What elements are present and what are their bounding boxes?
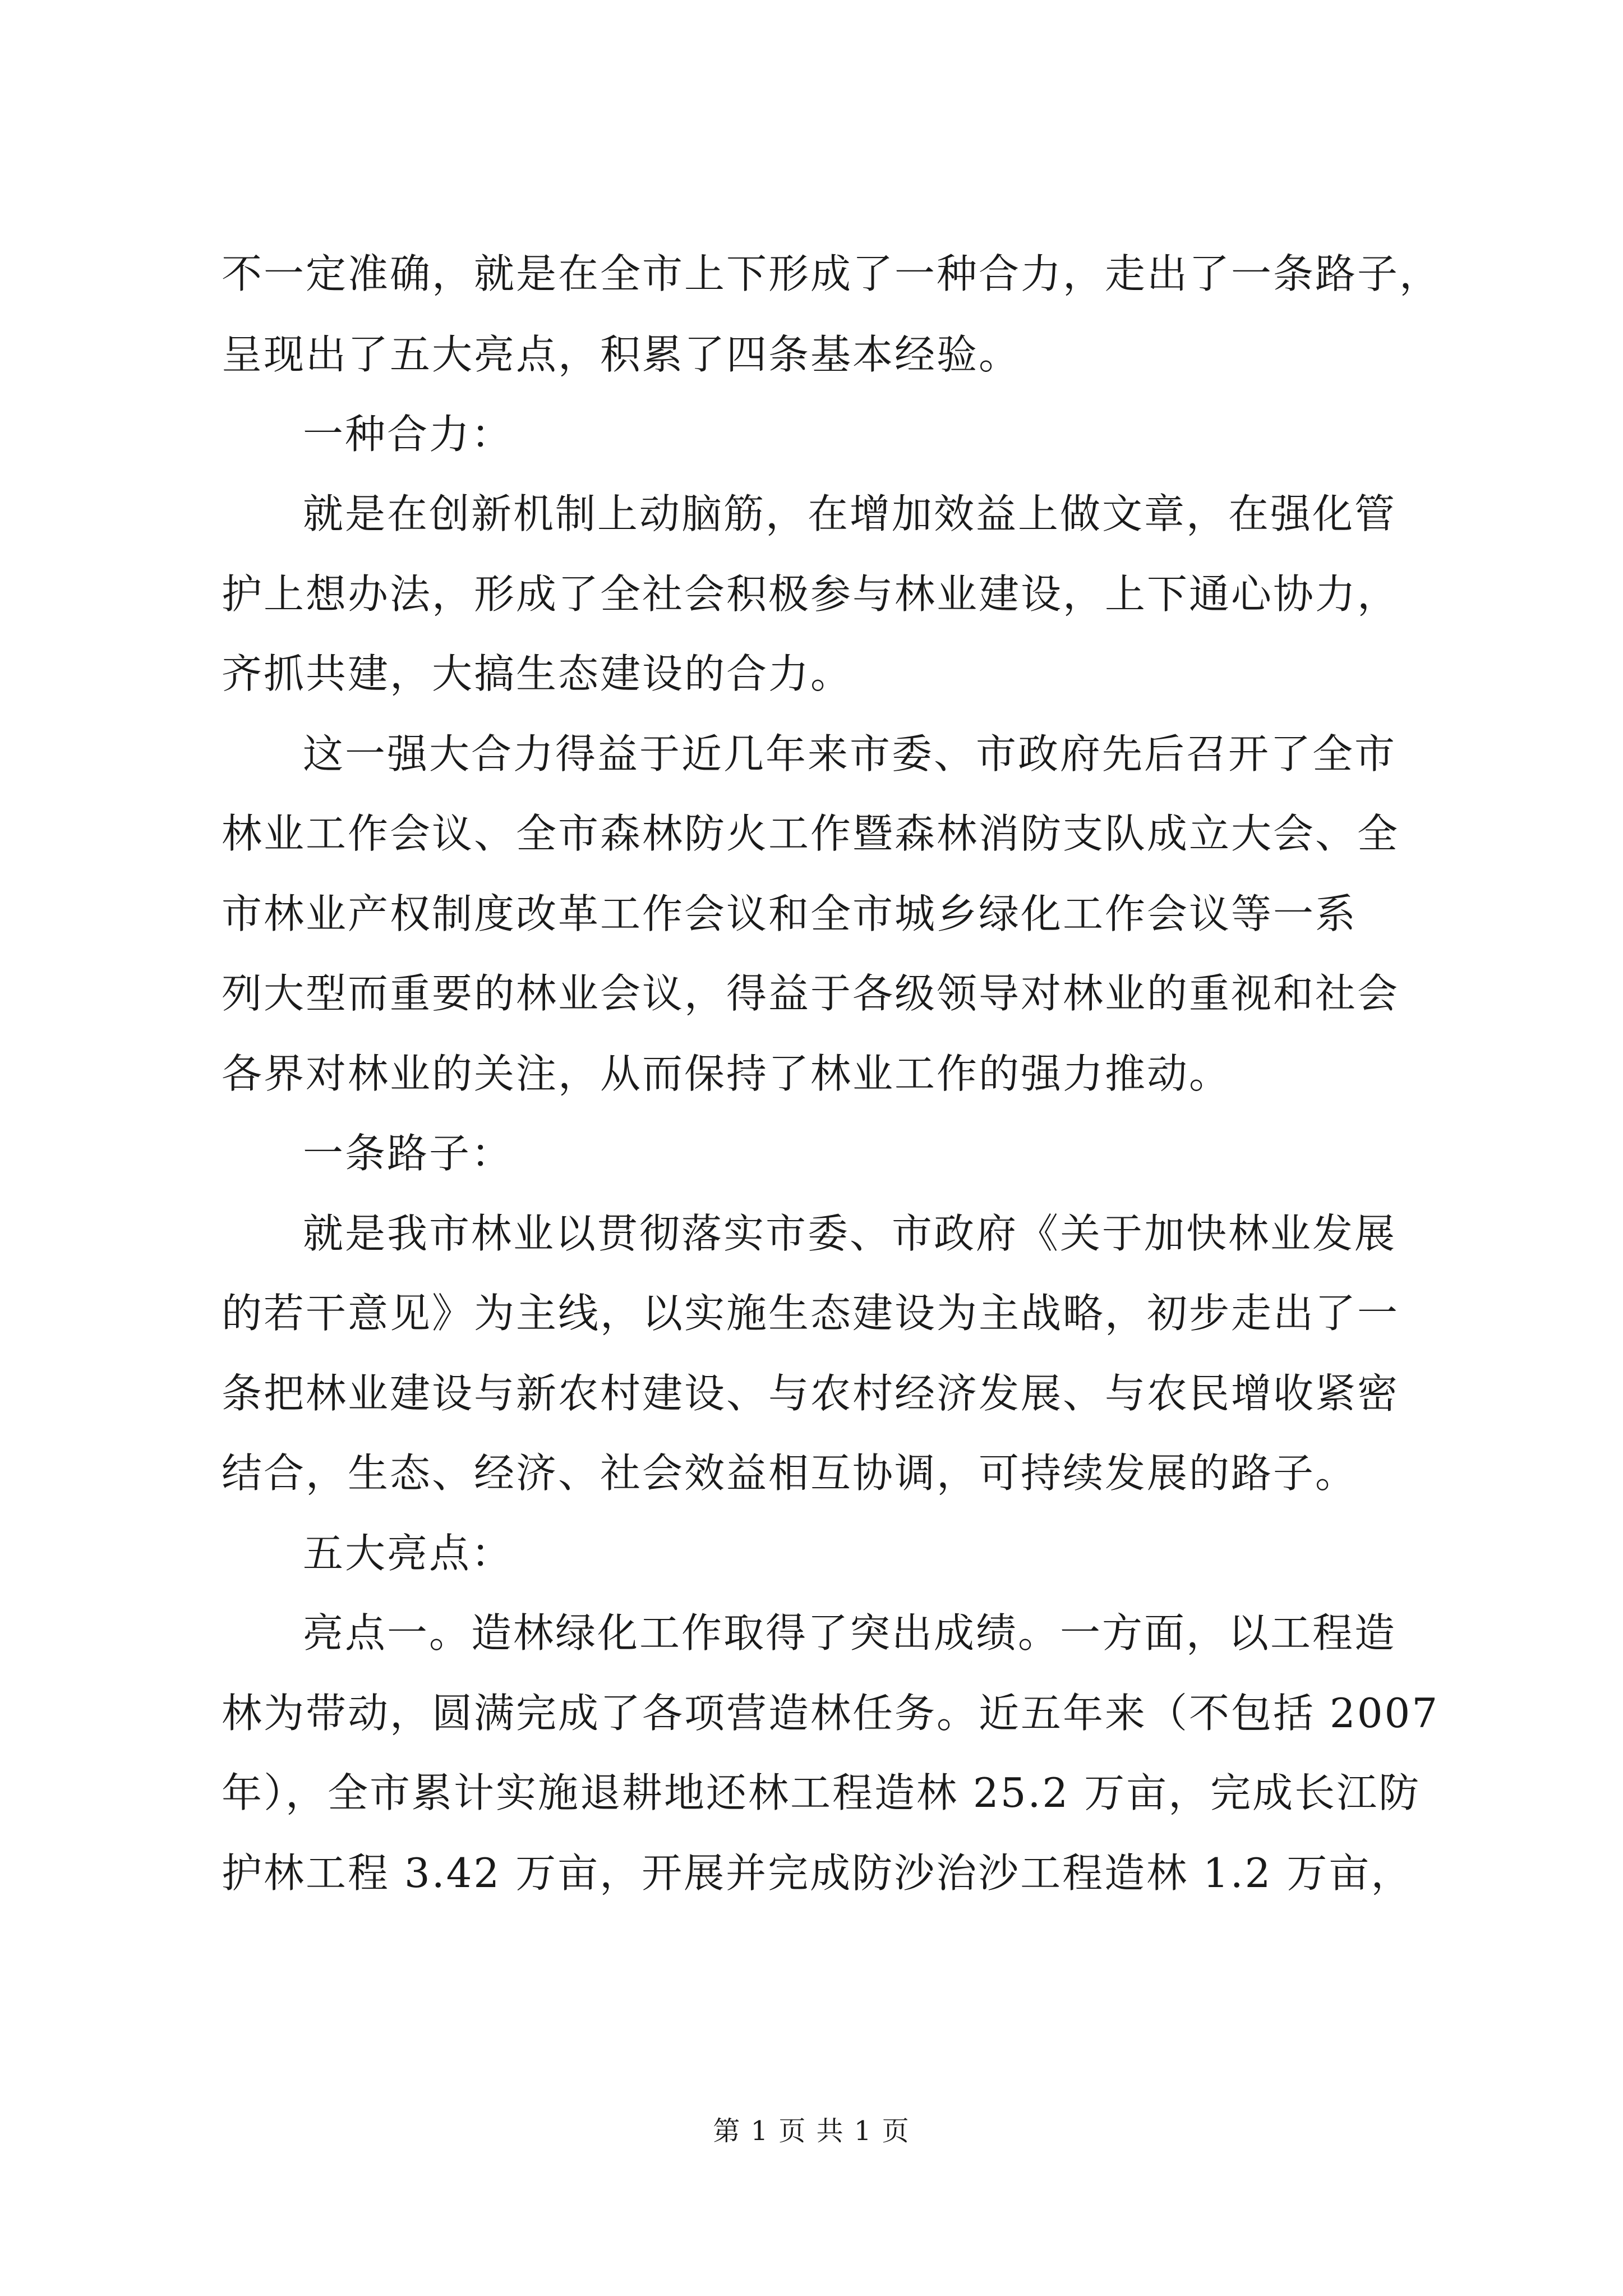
- section-heading-one-path: 一条路子：: [303, 1130, 514, 1177]
- text-line-8: 林业工作会议、全市森林防火工作暨森林消防支队成立大会、全: [222, 810, 1400, 857]
- page-number-footer: 第 1 页 共 1 页: [713, 2115, 910, 2147]
- text-line-9: 市林业产权制度改革工作会议和全市城乡绿化工作会议等一系: [222, 890, 1358, 937]
- text-line-16: 结合，生态、经济、社会效益相互协调，可持续发展的路子。: [222, 1450, 1358, 1497]
- text-line-19: 林为带动，圆满完成了各项营造林任务。近五年来（不包括 2007: [222, 1690, 1440, 1737]
- text-line-20: 年），全市累计实施退耕地还林工程造林 25.2 万亩，完成长江防: [222, 1769, 1421, 1816]
- text-line-11: 各界对林业的关注，从而保持了林业工作的强力推动。: [222, 1050, 1232, 1097]
- text-line-6: 齐抓共建，大搞生态建设的合力。: [222, 650, 853, 697]
- text-line-21: 护林工程 3.42 万亩，开展并完成防沙治沙工程造林 1.2 万亩，: [222, 1849, 1413, 1897]
- text-line-14: 的若干意见》为主线，以实施生态建设为主战略，初步走出了一: [222, 1290, 1400, 1337]
- text-line-2: 呈现出了五大亮点，积累了四条基本经验。: [222, 331, 1021, 378]
- text-line-18: 亮点一。造林绿化工作取得了突出成绩。一方面，以工程造: [303, 1609, 1397, 1657]
- section-heading-one-force: 一种合力：: [303, 411, 514, 458]
- text-line-15: 条把林业建设与新农村建设、与农村经济发展、与农民增收紧密: [222, 1370, 1400, 1417]
- section-heading-five-highlights: 五大亮点：: [303, 1530, 514, 1577]
- text-line-7: 这一强大合力得益于近几年来市委、市政府先后召开了全市: [303, 730, 1397, 777]
- text-line-13: 就是我市林业以贯彻落实市委、市政府《关于加快林业发展: [303, 1210, 1397, 1257]
- text-line-4: 就是在创新机制上动脑筋，在增加效益上做文章，在强化管: [303, 490, 1397, 537]
- text-line-1: 不一定准确，就是在全市上下形成了一种合力，走出了一条路子，: [222, 250, 1442, 297]
- text-line-10: 列大型而重要的林业会议，得益于各级领导对林业的重视和社会: [222, 970, 1400, 1017]
- text-line-5: 护上想办法，形成了全社会积极参与林业建设，上下通心协力，: [222, 570, 1400, 618]
